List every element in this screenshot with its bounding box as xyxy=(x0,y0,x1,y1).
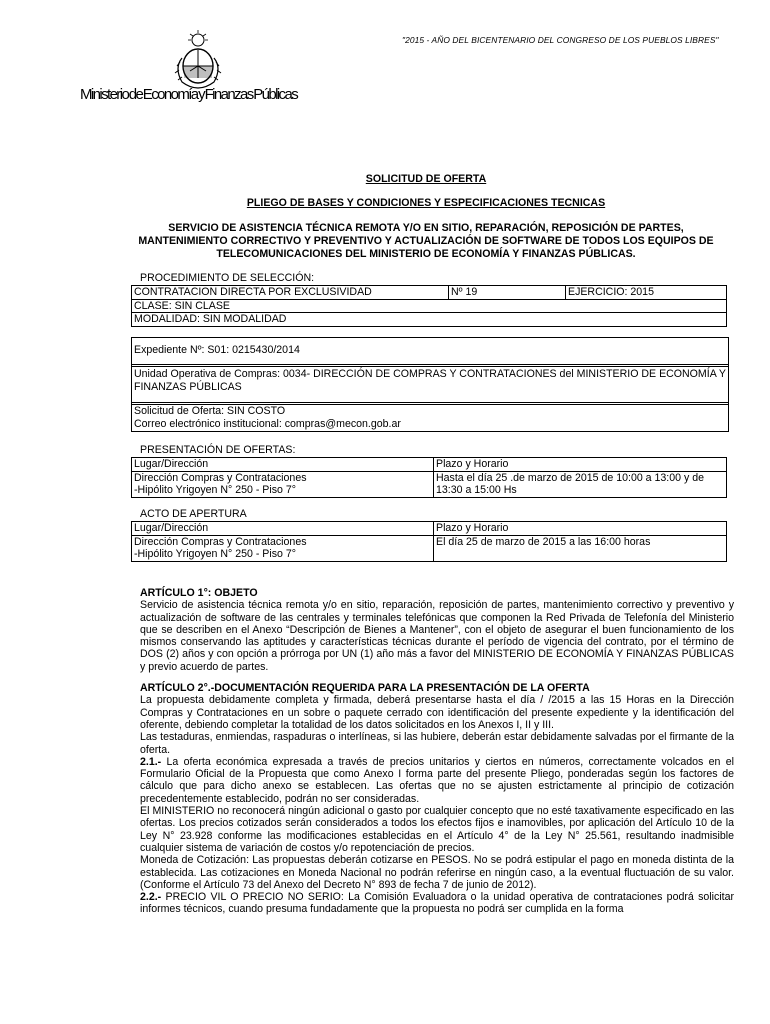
ministry-name: Ministerio de Economía y Finanzas Públicas xyxy=(80,86,298,103)
unidad-box xyxy=(131,364,729,405)
unidad-operativa: Unidad Operativa de Compras: 0034- DIRECCIÓN DE COMPRAS Y CONTRATACIONES del MINISTERIO DE ECONOMÍA Y FINANZAS PÚBLICAS xyxy=(134,368,726,393)
section-2-1-number: 2.1.- xyxy=(140,755,162,768)
expediente-numero: Expediente Nº: S01: 0215430/2014 xyxy=(134,344,300,356)
title-pliego: PLIEGO DE BASES Y CONDICIONES Y ESPECIFICACIONES TECNICAS xyxy=(246,197,606,209)
articulo-2-title: ARTÍCULO 2°.-DOCUMENTACIÓN REQUERIDA PARA LA PRESENTACIÓN DE LA OFERTA xyxy=(140,682,590,695)
apertura-label: ACTO DE APERTURA xyxy=(140,508,247,520)
articulo-1-text: Servicio de asistencia técnica remota y/o en sitio, reparación, reposición de partes, mantenimiento correctivo y preventivo y actualización de software de las centrales y terminales telefónicas que componen la Red Privada de Telefonía del Ministerio que se describen en el Anexo “Descripción de Bienes a Mantener”, con el objeto de asegurar el buen funcionamiento de los mismos conservando las aptitudes y características técnicas durante el período de vigencia del contrato, por el término de DOS (2) años y con opción a prórroga por UN (1) año más a favor del MINISTERIO DE ECONOMÍA Y FINANZAS PÚBLICAS y previo acuerdo de partes. xyxy=(140,599,734,673)
procedimiento-ejercicio: EJERCICIO: 2015 xyxy=(566,286,727,300)
apertura-lugar-1: Dirección Compras y Contrataciones xyxy=(134,535,307,548)
presentacion-col-lugar: Lugar/Dirección xyxy=(132,458,434,472)
apertura-table xyxy=(131,521,727,562)
procedimiento-clase: CLASE: SIN CLASE xyxy=(132,299,727,313)
procedimiento-tipo: CONTRATACION DIRECTA POR EXCLUSIVIDAD xyxy=(132,286,449,300)
costo-box xyxy=(131,402,729,432)
articulo-2-paragraph-1: La propuesta debidamente completa y firmada, deberá presentarse hasta el día / /2015 a las 15 Horas en la Dirección Compras y Contrataciones en un sobre o paquete cerrado con identificación del presente expediente y la identificación del oferente, debiendo completar la totalidad de los datos solicitados en los Anexos I, II y III. xyxy=(140,694,734,731)
apertura-col-lugar: Lugar/Dirección xyxy=(132,522,434,536)
presentacion-col-plazo: Plazo y Horario xyxy=(434,458,727,472)
section-2-1-text: La oferta económica expresada a través de precios unitarios y ciertos en números, correctamente volcados en el Formulario Oficial de la Propuesta que como Anexo I forma parte del presente Pliego, ponderadas según los factores de cálculo que para dicho anexo se establecen. Las ofertas que no se ajusten estrictamente al principio de cotización precedentemente establecido, podrán no ser consideradas. xyxy=(140,755,734,805)
procedimiento-table xyxy=(131,285,727,327)
paragraph-moneda: Moneda de Cotización: Las propuestas deberán cotizarse en PESOS. No se podrá estipular el pago en moneda distinta de la establecida. Las cotizaciones en Moneda Nacional no podrán referirse en ningún caso, a la eventual fluctuación de su valor. (Conforme el Artículo 73 del Anexo del Decreto N° 893 de fecha 7 de junio de 2012). xyxy=(140,854,734,891)
paragraph-ministerio: El MINISTERIO no reconocerá ningún adicional o gasto por cualquier concepto que no esté taxativamente especificado en las ofertas. Los precios cotizados serán considerados a todos los efectos fijos e inamovibles, por aplicación del Artículo 10 de la Ley N° 23.928 conforme las modificaciones establecidas en el Artículo 4° de la Ley N° 25.561, resultando inadmisible cualquier sistema de variación de costos y/o repotenciación de precios. xyxy=(140,805,734,854)
title-servicio: SERVICIO DE ASISTENCIA TÉCNICA REMOTA Y/O EN SITIO, REPARACIÓN, REPOSICIÓN DE PARTES, MANTENIMIENTO CORRECTIVO Y PREVENTIVO Y ACTUALIZACIÓN DE SOFTWARE DE TODOS LOS EQUIPOS DE TELECOMUNICACIONES DEL MINISTERIO DE ECONOMÍA Y FINANZAS PÚBLICAS. xyxy=(138,222,714,260)
national-coat-of-arms-emblem xyxy=(168,28,228,90)
section-2-2-text: PRECIO VIL O PRECIO NO SERIO: La Comisión Evaluadora o la unidad operativa de contrataciones podrá solicitar informes técnicos, cuando presuma fundadamente que la propuesta no podrá ser cumplida en la forma xyxy=(140,891,734,916)
header-motto: "2015 - AÑO DEL BICENTENARIO DEL CONGRESO DE LOS PUEBLOS LIBRES" xyxy=(402,35,719,45)
presentacion-table xyxy=(131,457,727,498)
articulo-1-title: ARTÍCULO 1°: OBJETO xyxy=(140,587,258,599)
presentacion-plazo: Hasta el día 25 .de marzo de 2015 de 10:00 a 13:00 y de 13:30 a 15:00 Hs xyxy=(434,471,727,497)
presentacion-label: PRESENTACIÓN DE OFERTAS: xyxy=(140,444,296,456)
section-2-1 xyxy=(140,756,734,805)
procedimiento-numero: Nº 19 xyxy=(449,286,566,300)
presentacion-lugar-1: Dirección Compras y Contrataciones xyxy=(134,471,307,484)
articulo-2-paragraph-2: Las testaduras, enmiendas, raspaduras o interlíneas, si las hubiere, deberán estar debidamente salvadas por el firmante de la oferta. xyxy=(140,731,734,756)
presentacion-lugar-2: -Hipólito Yrigoyen N° 250 - Piso 7° xyxy=(134,484,296,496)
solicitud-costo: Solicitud de Oferta: SIN COSTO xyxy=(134,405,286,417)
procedimiento-label: PROCEDIMIENTO DE SELECCIÓN: xyxy=(140,272,315,284)
apertura-plazo: El día 25 de marzo de 2015 a las 16:00 horas xyxy=(434,535,727,561)
title-solicitud: SOLICITUD DE OFERTA xyxy=(365,173,487,185)
procedimiento-modalidad: MODALIDAD: SIN MODALIDAD xyxy=(132,313,727,327)
apertura-lugar-2: -Hipólito Yrigoyen N° 250 - Piso 7° xyxy=(134,548,296,560)
correo-institucional: Correo electrónico institucional: compras@mecon.gob.ar xyxy=(134,417,401,430)
apertura-col-plazo: Plazo y Horario xyxy=(434,522,727,536)
expediente-box xyxy=(131,337,729,367)
section-2-2-number: 2.2.- xyxy=(140,891,162,904)
articulos-body xyxy=(140,587,734,916)
section-2-2 xyxy=(140,891,734,916)
